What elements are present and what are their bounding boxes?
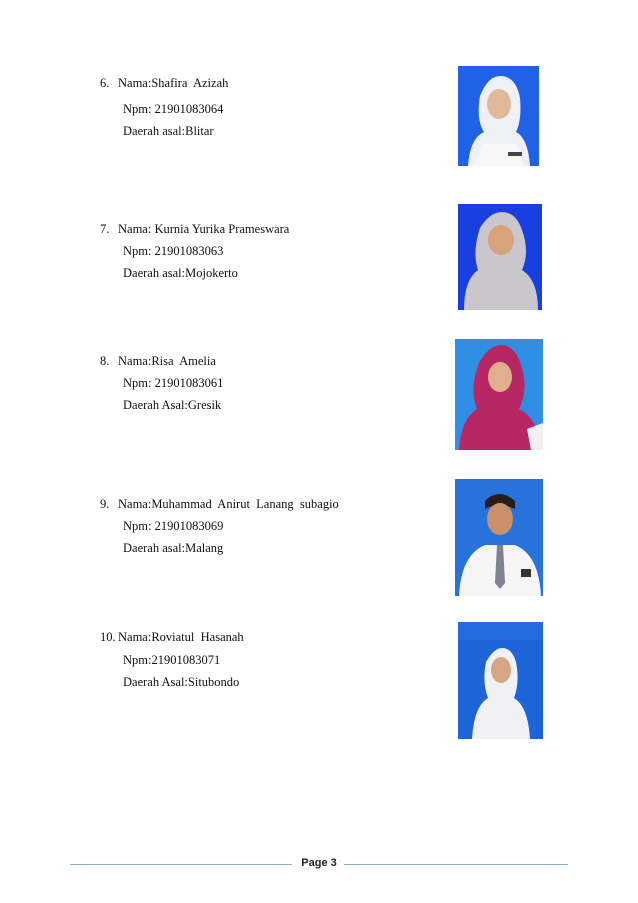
- entry-number: 8.: [100, 354, 110, 368]
- entry-name: Nama:Roviatul Hasanah: [118, 630, 244, 644]
- entry-daerah: Daerah asal:Blitar: [123, 124, 214, 138]
- entry-npm: Npm: 21901083061: [123, 376, 224, 390]
- entry-npm: Npm: 21901083064: [123, 102, 224, 116]
- entry-number: 6.: [100, 76, 110, 90]
- entry-daerah: Daerah Asal:Gresik: [123, 398, 222, 412]
- entry-name: Nama:Risa Amelia: [118, 354, 216, 368]
- entry-name: Nama:Shafira Azizah: [118, 76, 229, 90]
- entry-daerah: Daerah asal:Mojokerto: [123, 266, 238, 280]
- entry-daerah: Daerah asal:Malang: [123, 541, 224, 555]
- student-photo: [458, 204, 542, 310]
- student-photo: [455, 479, 543, 596]
- student-photo: [458, 622, 543, 739]
- student-photo: [458, 66, 539, 166]
- student-photo: [455, 339, 543, 450]
- entry-name: Nama:Muhammad Anirut Lanang subagio: [118, 497, 339, 511]
- entry-number: 10.: [100, 630, 116, 644]
- entry-npm: Npm:21901083071: [123, 653, 221, 667]
- entry-npm: Npm: 21901083063: [123, 244, 224, 258]
- entry-daerah: Daerah Asal:Situbondo: [123, 675, 240, 689]
- entry-npm: Npm: 21901083069: [123, 519, 224, 533]
- entry-number: 9.: [100, 497, 110, 511]
- page-number: Page 3: [301, 857, 337, 869]
- entry-number: 7.: [100, 222, 110, 236]
- entry-name: Nama: Kurnia Yurika Prameswara: [118, 222, 290, 236]
